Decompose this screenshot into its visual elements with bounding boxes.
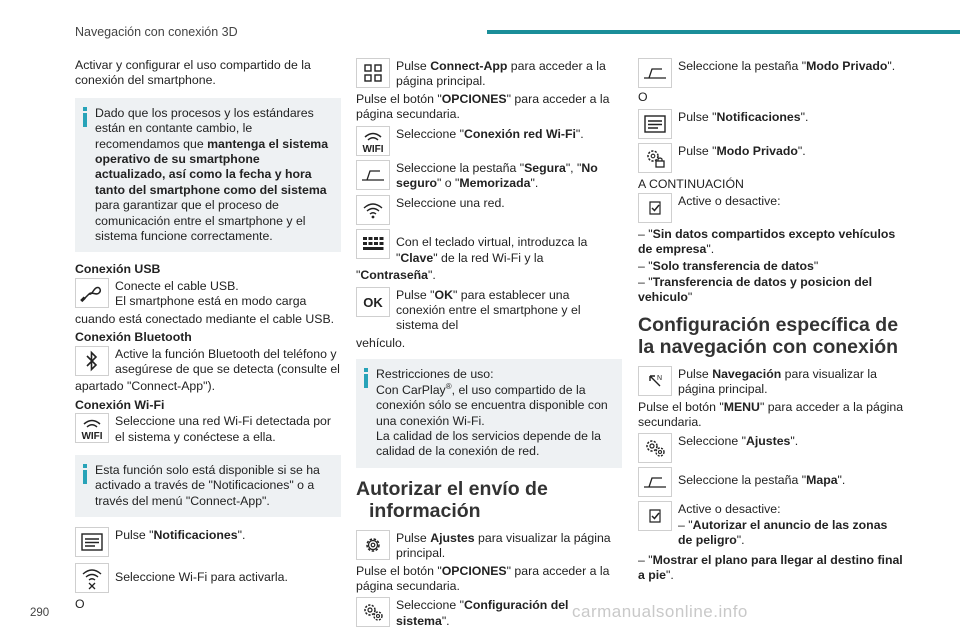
select-network-step: Seleccione una red. xyxy=(356,195,622,225)
bluetooth-step: Active la función Bluetooth del teléfono y asegúrese de que se detecta (consulte el xyxy=(75,346,341,378)
ajustes-step: Pulse Ajustes para visualizar la página principal. xyxy=(356,530,622,562)
intro-paragraph: Activar y configurar el uso compartido de la conexión del smartphone. xyxy=(75,58,311,88)
usb-cable-icon xyxy=(75,278,109,308)
tab-icon xyxy=(638,58,672,88)
gears-icon xyxy=(356,597,390,627)
navigation-arrow-icon xyxy=(638,366,672,396)
column-1: Activar y configurar el uso compartido de la conexión del smartphone. Dado que los procesos y los estándares están en contante cambio, le recomendamos que mantenga el sistema operativo de su smartphone actualizado, así como la fecha y hora tanto del smartphone como del sistema para garantizar que el proceso de comunicación entre el smartphone y el sistema funcione correctamente. Conexión USB Conecte el cable USB. El smartphone está en modo carga cuando está conectado mediante el cable USB. Conexión Bluetooth Active la función Bluetooth del teléfono y asegúrese de que se detecta (consulte el apartado "Connect-App"). Conexión Wi-Fi WIFI Seleccione una red Wi-Fi detectada por el sistema y conéctese a ella. Esta función solo está disponible si se ha activado a través de "Notificaciones" o a través del menú "Connect-App". Pulse "Notificaciones". Seleccione Wi-Fi para activarla. O xyxy=(75,58,340,612)
system-config-step: Seleccione "Configuración del sistema". xyxy=(356,597,622,629)
info-note: Esta función solo está disponible si se ha activado a través de "Notificaciones" o a través del menú "Connect-App". xyxy=(75,455,341,517)
running-header: Navegación con conexión 3D xyxy=(75,25,238,39)
tab-icon xyxy=(638,467,672,497)
wifi-network-step: WIFI Seleccione "Conexión red Wi-Fi". xyxy=(356,126,622,156)
modo-privado-tab-step: Seleccione la pestaña "Modo Privado". xyxy=(638,58,904,88)
modo-privado-step: Pulse "Modo Privado". xyxy=(638,143,904,173)
wifi-icon-text: WIFI xyxy=(362,143,384,154)
notificaciones-step: Pulse "Notificaciones". xyxy=(638,109,904,139)
info-note: Dado que los procesos y los estándares están en contante cambio, le recomendamos que mantenga el sistema operativo de su smartphone actualizado, así como la fecha y hora tanto del smartphone como del sistema para garantizar que el proceso de comunicación entre el smartphone y el sistema funcione correctamente. xyxy=(75,98,341,253)
info-icon xyxy=(364,368,368,388)
notifications-list-icon xyxy=(75,527,109,557)
wifi-icon xyxy=(356,195,390,225)
ok-step: OK Pulse "OK" para establecer una conexión entre el smartphone y el sistema del xyxy=(356,287,622,334)
column-3: Seleccione la pestaña "Modo Privado". O Pulse "Notificaciones". Pulse "Modo Privado". A CONTINUACIÓN Active o desactive: – "Sin datos compartidos excepto vehículos de empresa". – "Solo transferencia de datos" – "Transferencia de datos y posicion del vehiculo" Configuración específica de la navegación con conexión N Pulse Navegación para visualizar la página principal. Pulse el botón "MENU" para acceder a la página secundaria. Seleccione "Ajustes". Seleccione la pestaña "Mapa". Active o desactive: – "Autorizar el anuncio de las zonas de peligro". – "Mostrar el plano para llegar al destino final a pie". xyxy=(638,59,904,583)
bluetooth-heading: Conexión Bluetooth xyxy=(75,330,192,345)
nav-ajustes-step: Seleccione "Ajustes". xyxy=(638,433,904,463)
section-heading: Autorizar el envío de información xyxy=(356,477,548,522)
connect-app-step: Pulse Connect-App para acceder a la página principal. xyxy=(356,58,622,90)
tab-icon xyxy=(356,160,390,190)
gear-icon xyxy=(356,530,390,560)
ok-icon-text: OK xyxy=(363,294,383,310)
notificaciones-step: Pulse "Notificaciones". xyxy=(75,527,341,557)
wifi-step: WIFI Seleccione una red Wi-Fi detectada por el sistema y conéctese a ella. xyxy=(75,413,341,445)
bluetooth-icon xyxy=(75,346,109,376)
nav-toggle-step: Active o desactive: – "Autorizar el anuncio de las zonas de peligro". xyxy=(638,501,904,548)
usb-heading: Conexión USB xyxy=(75,262,161,277)
wifi-heading: Conexión Wi-Fi xyxy=(75,397,165,412)
column-2: Pulse Connect-App para acceder a la página principal. Pulse el botón "OPCIONES" para acceder a la página secundaria. WIFI Seleccione "Conexión red Wi-Fi". Seleccione la pestaña "Segura", "No seguro" o "Memorizada". Seleccione una red. Con el teclado virtual, introduzca la "Clave" de la red Wi-Fi y la "Contraseña". OK Pulse "OK" para establecer una conexión entre el smartphone y el sistema del vehículo. Restricciones de uso: Con CarPlay®, el uso compartido de la conexión sólo se encuentra disponible con una conexión Wi-Fi. La calidad de los servicios depende de la calidad de la conexión de red. Autorizar el envío de información Pulse Ajustes para visualizar la página principal. Pulse el botón "OPCIONES" para acceder a la página secundaria. Seleccione "Configuración del sistema". xyxy=(356,58,622,633)
checkbox-icon xyxy=(638,501,672,531)
watermark: carmanualsonline.info xyxy=(572,602,748,621)
wifi-settings-icon xyxy=(75,563,109,593)
privacy-settings-icon xyxy=(638,143,672,173)
mapa-tab-step: Seleccione la pestaña "Mapa". xyxy=(638,467,904,497)
header-accent-bar xyxy=(487,30,960,34)
wifi-label-icon xyxy=(75,413,109,443)
toggle-step: Active o desactive: xyxy=(638,193,904,223)
apps-grid-icon xyxy=(356,58,390,88)
segura-tab-step: Seleccione la pestaña "Segura", "No seguro" o "Memorizada". xyxy=(356,160,622,192)
info-icon xyxy=(83,464,87,484)
usb-step: Conecte el cable USB. El smartphone está en modo carga xyxy=(75,278,341,310)
checkbox-icon xyxy=(638,193,672,223)
wifi-label-icon xyxy=(356,126,390,156)
wifi-activate-step: Seleccione Wi-Fi para activarla. xyxy=(75,563,341,593)
svg-text:N: N xyxy=(657,374,663,382)
keyboard-step: Con el teclado virtual, introduzca la "Clave" de la red Wi-Fi y la xyxy=(356,229,622,266)
section-heading: Configuración específica de la navegación con conexión xyxy=(638,313,899,358)
info-icon xyxy=(83,107,87,127)
info-note: Restricciones de uso: Con CarPlay®, el uso compartido de la conexión sólo se encuentra disponible con una conexión Wi-Fi. La calidad de los servicios depende de la calidad de la conexión de red. xyxy=(356,359,622,467)
navegacion-step: N Pulse Navegación para visualizar la página principal. xyxy=(638,366,904,398)
notifications-list-icon xyxy=(638,109,672,139)
ok-button-icon xyxy=(356,287,390,317)
keyboard-icon xyxy=(356,229,390,259)
gears-icon xyxy=(638,433,672,463)
page-number: 290 xyxy=(30,607,50,619)
wifi-icon-text: WIFI xyxy=(81,431,103,442)
